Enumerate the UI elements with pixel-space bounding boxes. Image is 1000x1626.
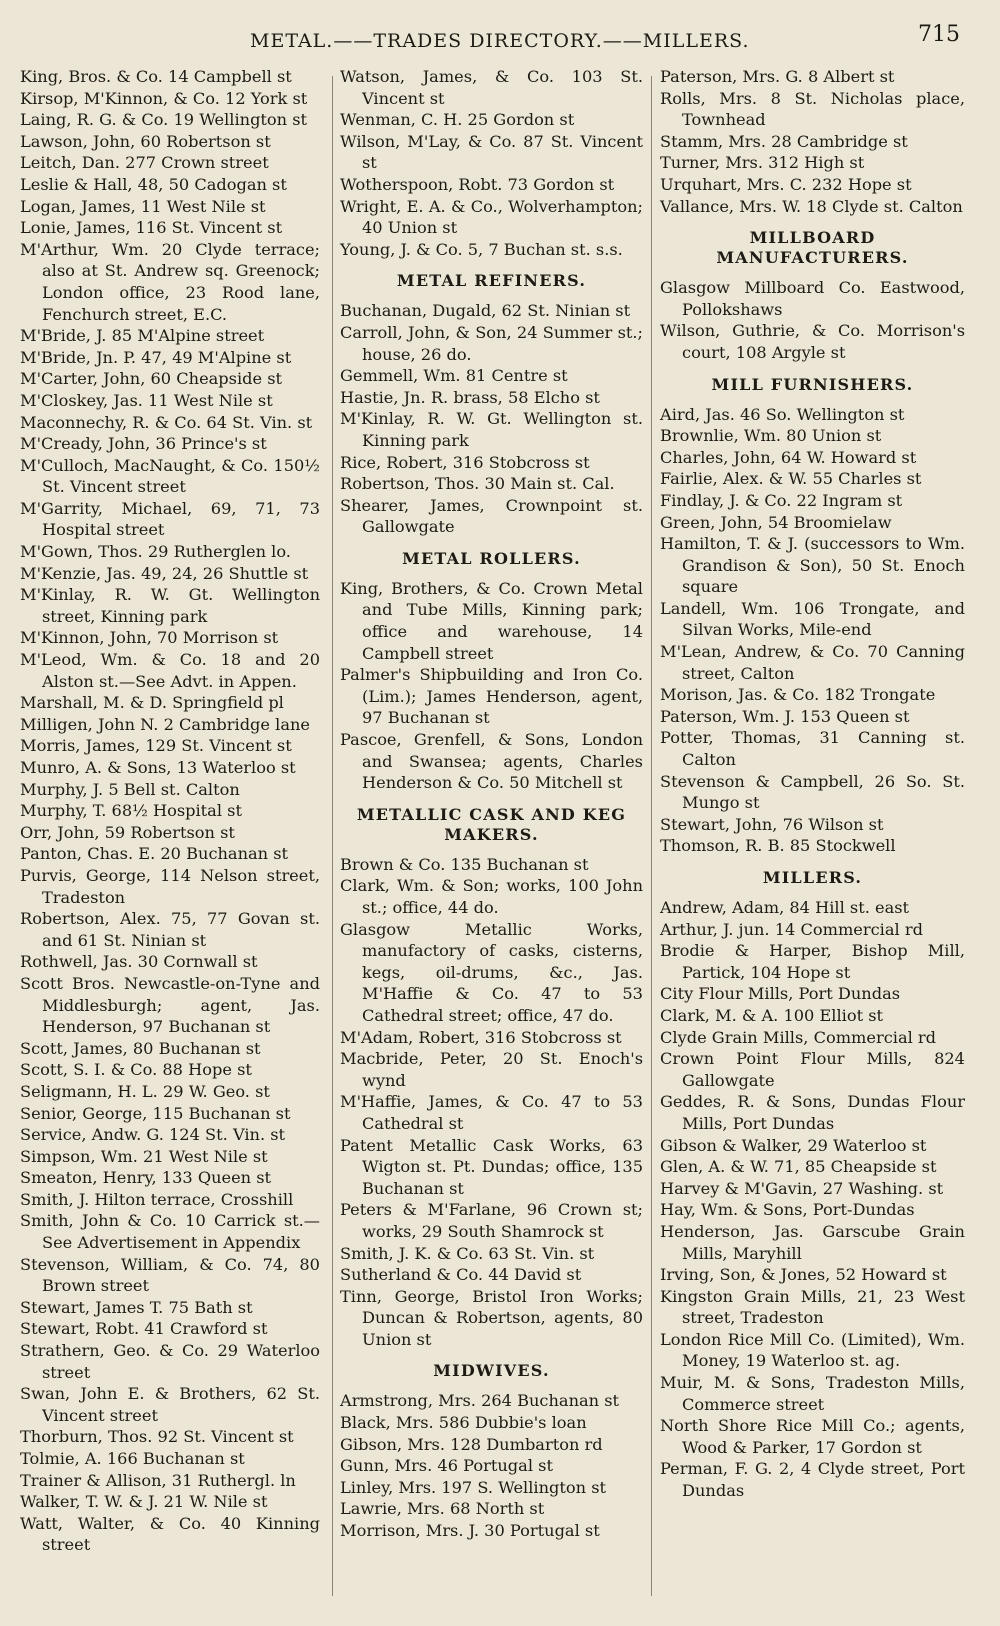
directory-entry: Charles, John, 64 W. Howard st — [660, 447, 917, 467]
directory-entry: Service, Andw. G. 124 St. Vin. st — [20, 1125, 286, 1145]
directory-entry: M'Kinlay, R. W. Gt. Wellington st. Kinning park — [340, 409, 643, 450]
section-heading: MILL FURNISHERS. — [711, 374, 914, 394]
directory-column-1 — [20, 66, 320, 1556]
directory-entry: Geddes, R. & Sons, Dundas Flour Mills, Port Dundas — [660, 1092, 965, 1133]
directory-entry: Black, Mrs. 586 Dubbie's loan — [340, 1413, 587, 1433]
directory-entry: Stevenson, William, & Co. 74, 80 Brown street — [20, 1254, 320, 1296]
directory-entry: Henderson, Jas. Garscube Grain Mills, Maryhill — [660, 1221, 965, 1263]
directory-entry: Logan, James, 11 West Nile st — [20, 196, 266, 216]
directory-entry: Clyde Grain Mills, Commercial rd — [660, 1027, 937, 1047]
directory-entry: Scott, James, 80 Buchanan st — [20, 1038, 261, 1058]
directory-entry: Stewart, John, 76 Wilson st — [660, 814, 884, 834]
directory-entry: Aird, Jas. 46 So. Wellington st — [660, 404, 905, 424]
directory-entry: Macbride, Peter, 20 St. Enoch's wynd — [340, 1049, 643, 1090]
column-rule — [651, 76, 652, 1596]
directory-entry: Munro, A. & Sons, 13 Waterloo st — [20, 758, 296, 777]
directory-entry: Vallance, Mrs. W. 18 Clyde st. Calton — [660, 196, 963, 216]
directory-entry: Scott, S. I. & Co. 88 Hope st — [20, 1060, 252, 1080]
running-header: METAL.——TRADES DIRECTORY.——MILLERS. — [250, 30, 750, 52]
directory-entry: Morrison, Mrs. J. 30 Portugal st — [340, 1521, 600, 1541]
directory-entry: Hastie, Jn. R. brass, 58 Elcho st — [340, 387, 600, 407]
directory-entry: Palmer's Shipbuilding and Iron Co. (Lim.); James Henderson, agent, 97 Buchanan st — [340, 665, 643, 728]
page-header — [20, 22, 960, 58]
directory-entry: Crown Point Flour Mills, 824 Gallowgate — [660, 1049, 965, 1090]
directory-entry: M'Arthur, Wm. 20 Clyde terrace; also at St. Andrew sq. Greenock; London office, 23 Rood lane, Fenchurch street, E.C. — [20, 239, 320, 324]
directory-entry: Robertson, Thos. 30 Main st. Cal. — [340, 474, 615, 494]
directory-entry: Wotherspoon, Robt. 73 Gordon st — [340, 174, 615, 194]
directory-entry: M'Closkey, Jas. 11 West Nile st — [20, 390, 273, 410]
directory-entry: Senior, George, 115 Buchanan st — [20, 1103, 291, 1123]
directory-entry: Wenman, C. H. 25 Gordon st — [340, 110, 575, 130]
directory-entry: Scott Bros. Newcastle-on-Tyne and Middlesburgh; agent, Jas. Henderson, 97 Buchanan st — [20, 973, 320, 1037]
directory-entry: Glen, A. & W. 71, 85 Cheapside st — [660, 1157, 937, 1177]
directory-entry: Young, J. & Co. 5, 7 Buchan st. s.s. — [340, 239, 623, 259]
directory-entry: Smeaton, Henry, 133 Queen st — [20, 1168, 272, 1188]
directory-entry: Armstrong, Mrs. 264 Buchanan st — [340, 1391, 620, 1411]
directory-entry: M'Kinnon, John, 70 Morrison st — [20, 628, 279, 648]
directory-entry: Purvis, George, 114 Nelson street, Tradeston — [20, 865, 320, 907]
directory-entry: M'Bride, J. 85 M'Alpine street — [20, 326, 265, 346]
directory-entry: Gibson & Walker, 29 Waterloo st — [660, 1135, 927, 1155]
directory-entry: Carroll, John, & Son, 24 Summer st.; house, 26 do. — [340, 322, 643, 364]
directory-entry: Smith, J. K. & Co. 63 St. Vin. st — [340, 1243, 595, 1263]
directory-entry: Perman, F. G. 2, 4 Clyde street, Port Dundas — [660, 1459, 965, 1501]
section-heading: MILLERS. — [762, 868, 863, 887]
directory-entry: Lawson, John, 60 Robertson st — [20, 131, 271, 151]
section-heading: MILLBOARD MANUFACTURERS. — [716, 228, 909, 268]
directory-entry: Trainer & Allison, 31 Ruthergl. ln — [20, 1470, 296, 1490]
directory-column-3 — [660, 66, 965, 1502]
directory-entry: Stevenson & Campbell, 26 So. St. Mungo st — [660, 771, 965, 813]
directory-entry: Smith, John & Co. 10 Carrick st.—See Advertisement in Appendix — [20, 1211, 320, 1253]
directory-entry: Brown & Co. 135 Buchanan st — [340, 854, 589, 874]
directory-entry: Orr, John, 59 Robertson st — [20, 822, 235, 842]
directory-entry: King, Brothers, & Co. Crown Metal and Tube Mills, Kinning park; office and warehouse, 14 Campbell street — [340, 578, 643, 663]
directory-entry: Leitch, Dan. 277 Crown street — [20, 153, 269, 173]
directory-entry: Lawrie, Mrs. 68 North st — [340, 1499, 545, 1519]
directory-entry: Laing, R. G. & Co. 19 Wellington st — [20, 110, 308, 130]
directory-entry: Gunn, Mrs. 46 Portugal st — [340, 1456, 553, 1476]
directory-entry: Wilson, M'Lay, & Co. 87 St. Vincent st — [340, 131, 643, 173]
directory-entry: Glasgow Millboard Co. Eastwood, Pollokshaws — [660, 278, 965, 319]
directory-entry: Morris, James, 129 St. Vincent st — [20, 736, 292, 756]
directory-entry: Maconnechy, R. & Co. 64 St. Vin. st — [20, 412, 313, 432]
directory-entry: Rothwell, Jas. 30 Cornwall st — [20, 952, 258, 972]
directory-entry: North Shore Rice Mill Co.; agents, Wood & Parker, 17 Gordon st — [660, 1416, 965, 1457]
directory-entry: Paterson, Mrs. G. 8 Albert st — [660, 67, 895, 86]
directory-entry: Swan, John E. & Brothers, 62 St. Vincent street — [20, 1384, 320, 1425]
directory-column-2 — [340, 66, 643, 1542]
directory-entry: M'Lean, Andrew, & Co. 70 Canning street, Calton — [660, 642, 965, 683]
directory-entry: Fairlie, Alex. & W. 55 Charles st — [660, 469, 922, 489]
directory-entry: Seligmann, H. L. 29 W. Geo. st — [20, 1081, 270, 1101]
directory-entry: Gibson, Mrs. 128 Dumbarton rd — [340, 1434, 603, 1454]
directory-entry: M'Kinlay, R. W. Gt. Wellington street, Kinning park — [20, 585, 320, 626]
directory-entry: Green, John, 54 Broomielaw — [660, 512, 892, 532]
directory-entry: Gemmell, Wm. 81 Centre st — [340, 366, 568, 386]
directory-entry: Wilson, Guthrie, & Co. Morrison's court, 108 Argyle st — [660, 321, 965, 362]
directory-entry: City Flour Mills, Port Dundas — [660, 984, 901, 1004]
directory-entry: Rice, Robert, 316 Stobcross st — [340, 452, 590, 472]
directory-entry: Kirsop, M'Kinnon, & Co. 12 York st — [20, 88, 308, 108]
directory-entry: Clark, M. & A. 100 Elliot st — [660, 1005, 884, 1025]
directory-entry: King, Bros. & Co. 14 Campbell st — [20, 67, 292, 86]
directory-entry: Hamilton, T. & J. (successors to Wm. Grandison & Son), 50 St. Enoch square — [660, 534, 965, 597]
directory-entry: Potter, Thomas, 31 Canning st. Calton — [660, 728, 965, 770]
directory-entry: Murphy, J. 5 Bell st. Calton — [20, 779, 240, 799]
directory-entry: Morison, Jas. & Co. 182 Trongate — [660, 685, 936, 705]
section-heading: METALLIC CASK AND KEG MAKERS. — [356, 804, 627, 844]
directory-entry: Linley, Mrs. 197 S. Wellington st — [340, 1477, 606, 1497]
page-number: 715 — [918, 22, 960, 47]
directory-entry: Arthur, J. jun. 14 Commercial rd — [660, 919, 923, 939]
directory-entry: Hay, Wm. & Sons, Port-Dundas — [660, 1200, 915, 1220]
directory-entry: Clark, Wm. & Son; works, 100 John st.; office, 44 do. — [340, 876, 643, 917]
directory-entry: Muir, M. & Sons, Tradeston Mills, Commerce street — [660, 1373, 965, 1414]
directory-entry: M'Haffie, James, & Co. 47 to 53 Cathedral st — [340, 1092, 643, 1133]
directory-entry: Rolls, Mrs. 8 St. Nicholas place, Townhead — [660, 88, 965, 130]
section-heading: METAL ROLLERS. — [402, 548, 581, 568]
directory-entry: Pascoe, Grenfell, & Sons, London and Swansea; agents, Charles Henderson & Co. 50 Mitchell st — [340, 730, 643, 793]
directory-entry: M'Culloch, MacNaught, & Co. 150½ St. Vincent street — [20, 455, 320, 497]
directory-entry: Andrew, Adam, 84 Hill st. east — [660, 898, 910, 917]
directory-entry: Landell, Wm. 106 Trongate, and Silvan Works, Mile-end — [660, 598, 965, 640]
directory-entry: M'Bride, Jn. P. 47, 49 M'Alpine st — [20, 347, 292, 367]
directory-entry: Stamm, Mrs. 28 Cambridge st — [660, 131, 908, 151]
directory-entry: Patent Metallic Cask Works, 63 Wigton st. Pt. Dundas; office, 135 Buchanan st — [340, 1135, 643, 1198]
directory-entry: M'Leod, Wm. & Co. 18 and 20 Alston st.—See Advt. in Appen. — [20, 650, 320, 691]
directory-entry: Kingston Grain Mills, 21, 23 West street, Tradeston — [660, 1286, 965, 1328]
directory-entry: Irving, Son, & Jones, 52 Howard st — [660, 1265, 947, 1285]
directory-entry: Harvey & M'Gavin, 27 Washing. st — [660, 1178, 944, 1198]
directory-entry: Buchanan, Dugald, 62 St. Ninian st — [340, 301, 631, 321]
directory-entry: Simpson, Wm. 21 West Nile st — [20, 1146, 268, 1166]
directory-entry: Watt, Walter, & Co. 40 Kinning street — [20, 1513, 320, 1555]
directory-entry: Lonie, James, 116 St. Vincent st — [20, 218, 283, 238]
directory-entry: Wright, E. A. & Co., Wolverhampton; 40 Union st — [340, 196, 643, 238]
directory-entry: Strathern, Geo. & Co. 29 Waterloo street — [20, 1341, 320, 1382]
directory-entry: Shearer, James, Crownpoint st. Gallowgate — [340, 495, 643, 537]
directory-entry: Brodie & Harper, Bishop Mill, Partick, 104 Hope st — [660, 941, 965, 982]
directory-entry: Robertson, Alex. 75, 77 Govan st. and 61 St. Ninian st — [20, 909, 320, 950]
section-heading: METAL REFINERS. — [396, 271, 587, 291]
directory-entry: Smith, J. Hilton terrace, Crosshill — [20, 1189, 294, 1209]
directory-entry: M'Carter, John, 60 Cheapside st — [20, 369, 283, 389]
directory-entry: Glasgow Metallic Works, manufactory of casks, cisterns, kegs, oil-drums, &c., Jas. M'Haffie & Co. 47 to 53 Cathedral street; office, 47 do. — [340, 919, 643, 1025]
section-heading: MIDWIVES. — [433, 1361, 550, 1381]
directory-entry: M'Gown, Thos. 29 Rutherglen lo. — [20, 542, 291, 562]
directory-entry: M'Cready, John, 36 Prince's st — [20, 434, 267, 454]
directory-entry: M'Garrity, Michael, 69, 71, 73 Hospital street — [20, 498, 320, 540]
directory-entry: Thomson, R. B. 85 Stockwell — [660, 836, 896, 856]
directory-entry: Panton, Chas. E. 20 Buchanan st — [20, 844, 289, 864]
directory-entry: Sutherland & Co. 44 David st — [340, 1265, 582, 1285]
directory-entry: Tolmie, A. 166 Buchanan st — [20, 1449, 245, 1468]
directory-entry: London Rice Mill Co. (Limited), Wm. Money, 19 Waterloo st. ag. — [660, 1329, 965, 1371]
directory-entry: Walker, T. W. & J. 21 W. Nile st — [20, 1492, 268, 1512]
directory-entry: Peters & M'Farlane, 96 Crown st; works, 29 South Shamrock st — [340, 1200, 643, 1241]
directory-entry: Leslie & Hall, 48, 50 Cadogan st — [20, 174, 287, 194]
directory-entry: Brownlie, Wm. 80 Union st — [660, 426, 882, 446]
directory-entry: Findlay, J. & Co. 22 Ingram st — [660, 490, 903, 510]
directory-entry: Thorburn, Thos. 92 St. Vincent st — [20, 1427, 294, 1447]
directory-entry: Watson, James, & Co. 103 St. Vincent st — [340, 67, 643, 108]
directory-entry: Urquhart, Mrs. C. 232 Hope st — [660, 174, 912, 194]
directory-entry: Paterson, Wm. J. 153 Queen st — [660, 706, 910, 726]
directory-entry: Tinn, George, Bristol Iron Works; Duncan & Robertson, agents, 80 Union st — [340, 1286, 643, 1349]
directory-entry: M'Kenzie, Jas. 49, 24, 26 Shuttle st — [20, 563, 309, 583]
directory-entry: Milligen, John N. 2 Cambridge lane — [20, 714, 310, 734]
directory-entry: Marshall, M. & D. Springfield pl — [20, 693, 284, 713]
directory-entry: Murphy, T. 68½ Hospital st — [20, 801, 242, 821]
directory-entry: Stewart, James T. 75 Bath st — [20, 1297, 253, 1317]
directory-entry: Stewart, Robt. 41 Crawford st — [20, 1319, 268, 1339]
directory-entry: Turner, Mrs. 312 High st — [660, 153, 865, 173]
directory-entry: M'Adam, Robert, 316 Stobcross st — [340, 1027, 622, 1047]
column-rule — [332, 76, 333, 1596]
